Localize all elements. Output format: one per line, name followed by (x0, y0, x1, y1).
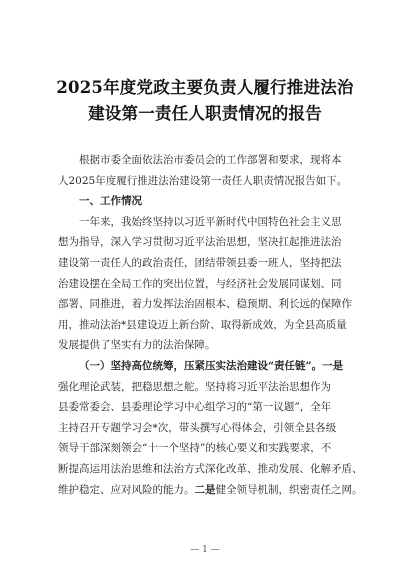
text-run: 维护稳定、应对风险的能力。 (58, 483, 195, 496)
intro-line: 根据市委全面依法治市委员会的工作部署和要求，现将本 (79, 154, 342, 166)
title-line: 2025年度党政主要负责人履行推进法治 (56, 78, 354, 97)
paragraph-line (58, 480, 363, 501)
subsection-heading: （一）坚持高位统筹，压紧压实法治建设“责任链”。 (79, 359, 323, 372)
subsection-line (58, 356, 358, 377)
text-run: 健全领导机制，织密责任之网。 (215, 483, 363, 496)
paragraph-line: 治建设摆在全局工作的突出位置，与经济社会发展同谋划、同 (58, 277, 342, 290)
paragraph-line: 一年来，我始终坚持以习近平新时代中国特色社会主义思 (79, 215, 342, 228)
document-body (58, 150, 363, 500)
paragraph-line: 想为指导，深入学习贯彻习近平法治思想，坚决扛起推进法治 (58, 236, 342, 249)
point-marker: 二是 (194, 483, 216, 496)
paragraph-line: 建设第一责任人的政治责任，团结带领县委一班人，坚持把法 (58, 256, 342, 269)
paragraph-line: 县委常委会、县委理论学习中心组学习的“第一议题”，全年 (58, 401, 332, 414)
paragraph-line: 主持召开专题学习会*次，带头撰写心得体会，引领全县各级 (58, 421, 337, 434)
point-marker: 一是 (322, 359, 344, 372)
page-number: — 1 — (190, 545, 220, 555)
paragraph-line: 发展提供了坚实有力的法治保障。 (58, 339, 216, 352)
paragraph-line: 用，推动法治*县建设迈上新台阶、取得新成效，为全县高质量 (58, 318, 347, 331)
intro-line: 人2025年度履行推进法治建设第一责任人职责情况报告如下。 (58, 174, 348, 187)
paragraph-line: 领导干部深刻领会“十一个坚持”的核心要义和实践要求，不 (58, 442, 332, 455)
paragraph-line: 断提高运用法治思维和法治方式深化改革、推动发展、化解矛盾、 (58, 462, 363, 475)
document-title (0, 75, 410, 127)
paragraph-line: 部署、同推进，着力发挥法治固根本、稳预期、利长远的保障作 (58, 298, 352, 311)
paragraph-line: 强化理论武装，把稳思想之舵。坚持将习近平法治思想作为 (58, 380, 331, 393)
title-line: 建设第一责任人职责情况的报告 (88, 104, 322, 123)
section-heading: 一、工作情况 (79, 195, 142, 208)
